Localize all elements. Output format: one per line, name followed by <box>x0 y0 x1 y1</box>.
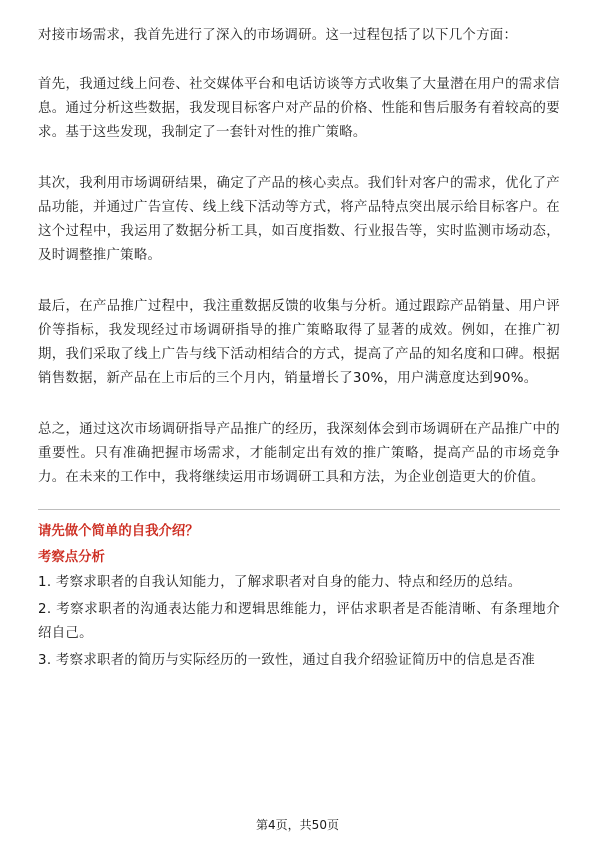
analysis-heading: 考察点分析 <box>38 550 105 565</box>
page-content <box>38 24 560 676</box>
list-item: 1. 考察求职者的自我认知能力，了解求职者对自身的能力、特点和经历的总结。 <box>38 575 522 590</box>
paragraph-summary: 总之，通过这次市场调研指导产品推广的经历，我深刻体会到市场调研在产品推广中的重要性。只有准确把握市场需求，才能制定出有效的推广策略，提高产品的市场竞争力。在未来的工作中，我将继续运用市场调研工具和方法，为企业创造更大的价值。 <box>38 422 560 485</box>
interview-question: 请先做个简单的自我介绍？ <box>38 524 199 539</box>
list-item: 2. 考察求职者的沟通表达能力和逻辑思维能力，评估求职者是否能清晰、有条理地介绍自己。 <box>38 602 560 641</box>
paragraph-second: 其次，我利用市场调研结果，确定了产品的核心卖点。我们针对客户的需求，优化了产品功能，并通过广告宣传、线上线下活动等方式，将产品特点突出展示给目标客户。在这个过程中，我运用了数据分析工具，如百度指数、行业报告等，实时监测市场动态，及时调整推广策略。 <box>38 176 560 263</box>
page-number: 第4页，共50页 <box>256 818 339 832</box>
analysis-points <box>38 571 560 673</box>
paragraph-intro: 对接市场需求，我首先进行了深入的市场调研。这一过程包括了以下几个方面： <box>38 28 518 43</box>
paragraph-first: 首先，我通过线上问卷、社交媒体平台和电话访谈等方式收集了大量潜在用户的需求信息。通过分析这些数据，我发现目标客户对产品的价格、性能和售后服务有着较高的要求。基于这些发现，我制定了一套针对性的推广策略。 <box>38 77 560 140</box>
list-item: 3. 考察求职者的简历与实际经历的一致性，通过自我介绍验证简历中的信息是否准 <box>38 653 536 668</box>
section-divider <box>38 509 560 510</box>
paragraph-finally: 最后，在产品推广过程中，我注重数据反馈的收集与分析。通过跟踪产品销量、用户评价等指标，我发现经过市场调研指导的推广策略取得了显著的成效。例如，在推广初期，我们采取了线上广告与线下活动相结合的方式，提高了产品的知名度和口碑。根据销售数据，新产品在上市后的三个月内，销量增长了30%，用户满意度达到90%。 <box>38 299 560 386</box>
